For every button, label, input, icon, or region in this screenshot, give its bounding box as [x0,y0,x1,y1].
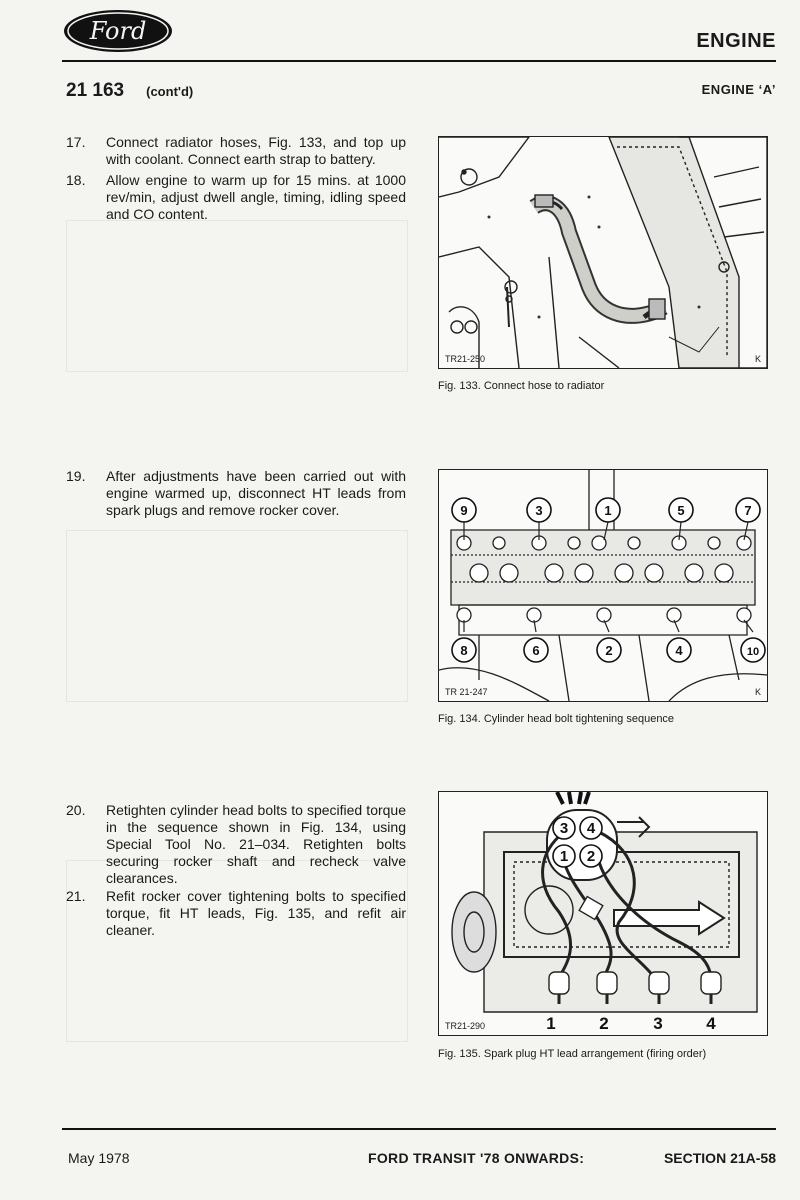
callout-label: 2 [605,643,613,658]
step-19 [66,468,406,519]
cylinder-head-diagram [439,470,767,701]
distributor-label: 4 [586,820,596,837]
step-text: Allow engine to warm up for 15 mins. at 1000 rev/min, adjust dwell angle, timing, idling speed and CO content. [106,172,406,222]
footer-section: SECTION 21A-58 [663,1150,776,1166]
step-20 [66,802,406,887]
step-17 [66,134,406,168]
callout-label: 7 [744,503,752,518]
callout-label: 3 [535,503,543,518]
plug-label: 2 [599,1014,609,1033]
footer-rule [62,1128,776,1130]
section-title: ENGINE [696,30,776,52]
figure-reference: TR21-290 [445,1021,486,1031]
page-suffix: (cont'd) [146,84,194,99]
figure-135-caption: Fig. 135. Spark plug HT lead arrangement (firing order) [438,1048,707,1060]
step-number: 17. [66,134,86,150]
figure-135 [438,791,768,1036]
step-21 [66,888,406,939]
plug-label: 3 [653,1014,663,1033]
callout-label: 10 [746,646,760,658]
figure-reference: TR 21-247 [445,687,488,697]
step-text: Connect radiator hoses, Fig. 133, and top up with coolant. Connect earth strap to battery. [106,134,406,167]
callout-label: 9 [460,503,468,518]
step-text: Retighten cylinder head bolts to specified torque in the sequence shown in Fig. 134, using Special Tool No. 21–034. Retighten bolts securing rocker shaft and recheck valve clearances. [106,802,406,886]
callout-label: 1 [604,503,612,518]
page-reference [66,80,193,102]
radiator-hose-illustration [439,137,767,368]
step-number: 21. [66,888,86,904]
figure-134-caption: Fig. 134. Cylinder head bolt tightening sequence [438,713,675,725]
distributor-label: 3 [559,820,569,837]
step-number: 18. [66,172,86,188]
plug-label: 4 [706,1014,716,1033]
ford-logo [62,8,174,54]
page-number: 21 163 [66,80,125,101]
footer-date: May 1978 [68,1150,130,1166]
step-18 [66,172,406,223]
step-text: After adjustments have been carried out with engine warmed up, disconnect HT leads from spark plugs and remove rocker cover. [106,468,406,518]
step-number: 19. [66,468,86,484]
engine-variant: ENGINE ‘A’ [701,82,776,97]
callout-label: 4 [675,643,683,658]
figure-reference: TR21-250 [445,354,486,364]
step-text: Refit rocker cover tightening bolts to specified torque, fit HT leads, Fig. 135, and refit air cleaner. [106,888,406,938]
step-number: 20. [66,802,86,818]
callout-label: 8 [460,643,468,658]
header-rule [62,60,776,62]
figure-corner-mark: K [754,354,761,364]
distributor-label: 2 [586,848,596,865]
figure-134 [438,469,768,702]
ht-lead-diagram [439,792,767,1035]
distributor-label: 1 [559,848,569,865]
figure-133 [438,136,768,369]
callout-label: 5 [677,503,685,518]
figure-corner-mark: K [754,687,761,697]
logo-text: Ford [89,17,147,45]
plug-label: 1 [546,1014,556,1033]
footer-title: FORD TRANSIT '78 ONWARDS: [368,1150,585,1166]
callout-label: 6 [532,643,540,658]
figure-133-caption: Fig. 133. Connect hose to radiator [438,380,605,392]
